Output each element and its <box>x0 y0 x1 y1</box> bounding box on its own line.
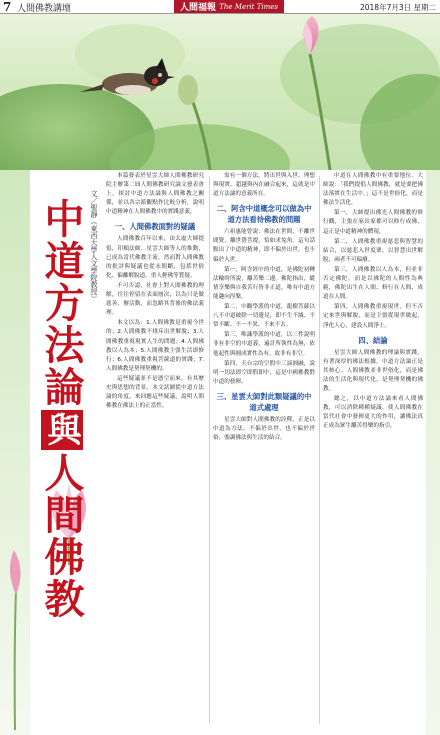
paragraph: 中道在人間佛教中有重要地位。大師說：「我們提倡人間佛教，就是要把佛法落實在生活中。」這不是世俗化，而是佛法生活化。 <box>323 173 423 207</box>
lotus-decor-icon <box>0 170 30 735</box>
title-part2: 人間佛教 <box>38 452 85 620</box>
paragraph: 星雲大師人間佛教的理論與實踐，有著深厚的佛法根據，中道方法論正是其核心。人間佛教並非世俗化，而是佛法的生活化與現代化，是契理契機的佛教。 <box>323 349 423 392</box>
page-number: 7 <box>3 0 12 14</box>
paragraph: 六祖惠能曾說：佛法在世間，不離世間覺，離世覺菩提，恰如求兔角。這句話點出了中道的精神，即不偏於出世，也不偏於入世。 <box>213 229 315 263</box>
paragraph: 第一，阿含經中的中道，是佛陀初轉法輪時所說，離苦樂二邊。佛陀指出，縱情享樂與自我苦行皆非正道，唯有中道方能趣向涅槃。 <box>213 266 315 300</box>
right-decor-strip <box>426 170 440 735</box>
section-heading: 二、阿含中道概念可以做為中道方法看待佛教的問題 <box>216 204 312 225</box>
section-title: 人間佛教講壇 <box>17 4 72 14</box>
title-part1: 中道方法論 <box>38 198 85 408</box>
paragraph: 第三，人間佛教以人為本，但並非否定佛陀，而是以佛陀的人間性為典範，佛陀出生在人間、修行在人間、成道在人間。 <box>323 266 423 301</box>
article-column-3 <box>323 172 423 728</box>
paragraph: 第一，大師提出佛光人間佛教的修行觀，主張在家出家都可以修行成佛，這正是中道精神的體現。 <box>323 210 423 235</box>
title-connector: 與 <box>41 412 81 448</box>
article-title <box>37 198 85 620</box>
section-heading: 三、星雲大師對此類疑議的中道式處理 <box>216 391 312 412</box>
author-byline: 文／聖靜（東西大學人文學院教授） <box>90 190 98 302</box>
article-column-2 <box>213 172 315 728</box>
paragraph: 需有一個方法，將出世與入世、理想與現實、超越與內在融合起來，這就是中道方法論的意義所在。 <box>213 173 315 198</box>
page-header <box>0 0 440 14</box>
article-column-1 <box>106 172 204 728</box>
paragraph: 第四，天台宗的空假中三諦圓融，說明一切法即空即假即中，這是中國佛教對中道的發揮。 <box>213 360 315 385</box>
logo-cn: 人間福報 <box>180 3 217 13</box>
newspaper-logo <box>174 0 284 13</box>
paragraph: 人間佛教百年以來，由太虛大師提倡，印順法師、星雲大師等人的推動，已成為當代佛教主流。然而對人間佛教的批評與疑議也從未間斷，包括世俗化、偏離解脫道、重人輕佛等質疑。 <box>106 236 204 279</box>
section-heading: 四、結論 <box>358 335 388 345</box>
issue-date: 2018年7月3日 星期二 <box>359 3 436 12</box>
left-decor-strip <box>0 170 30 735</box>
logo-en: The Merit Times <box>219 2 278 11</box>
paragraph: 這些疑議並不是憑空而來，有其歷史與思想的背景，本文試圖從中道方法論的角度，來回應這些疑議，說明人間佛教在佛法上的正當性。 <box>106 375 204 410</box>
lotus-illustration <box>0 14 440 170</box>
paragraph: 星雲大師對人間佛教的詮釋，正是以中道為方法，不偏於出世，也不偏於世俗，強調佛法與生活的結合。 <box>213 416 315 442</box>
column-divider <box>209 176 210 724</box>
paragraph: 本文以為：1.人間佛教是重視今世的；2.人間佛教不排斥出世解脫；3.人間佛教重視現實人生的問題；4.人間佛教以人為本；5.人間佛教主張生活即修行；6.人間佛教重視菩薩道的實踐；7.人間佛教是契理契機的。 <box>106 320 204 372</box>
paragraph: 總之，以中道方法論來看人間佛教，可以消除種種疑議，使人間佛教在當代社會中發揮更大的作用，讓佛法真正成為眾生離苦得樂的指引。 <box>323 396 423 430</box>
paragraph: 第四，人間佛教重視現世，但不否定來世與解脫，而是主張從現世做起，淨化人心，建設人間淨土。 <box>323 304 423 329</box>
paragraph: 第三，唯識學派的中道，以三性說明非有非空的中道義，遍計所執性為無，依他起性與圓成實性為有，故非有非空。 <box>213 332 315 357</box>
lotus-bird-photo <box>0 14 440 170</box>
paragraph: 第二，中觀學派的中道，龍樹菩薩以八不中道破除一切邊見，即不生不滅、不常不斷、不一不異、不來不去。 <box>213 304 315 329</box>
column-divider <box>319 176 320 724</box>
paragraph: 第二，人間佛教重視慈悲與智慧的結合，以慈悲入世度眾，以智慧出世解脫，兩者不可偏廢。 <box>323 238 423 263</box>
section-heading: 一、人間佛教面對的疑議 <box>114 222 196 232</box>
paragraph: 不可否認，社會上對人間佛教的理解，往往停留在表面層次，以為只是做慈善、辦活動，而忽略其背後的佛法義理。 <box>106 282 204 317</box>
paragraph: 本篇發表於星雲大師人間佛教研究院主辦第二屆人間佛教研究論文發表會上，探討中道方法論與人間佛教之關係，並以各宗派觀點作比較分析，說明中道精神在人間佛教中的實踐意義。 <box>106 173 204 216</box>
